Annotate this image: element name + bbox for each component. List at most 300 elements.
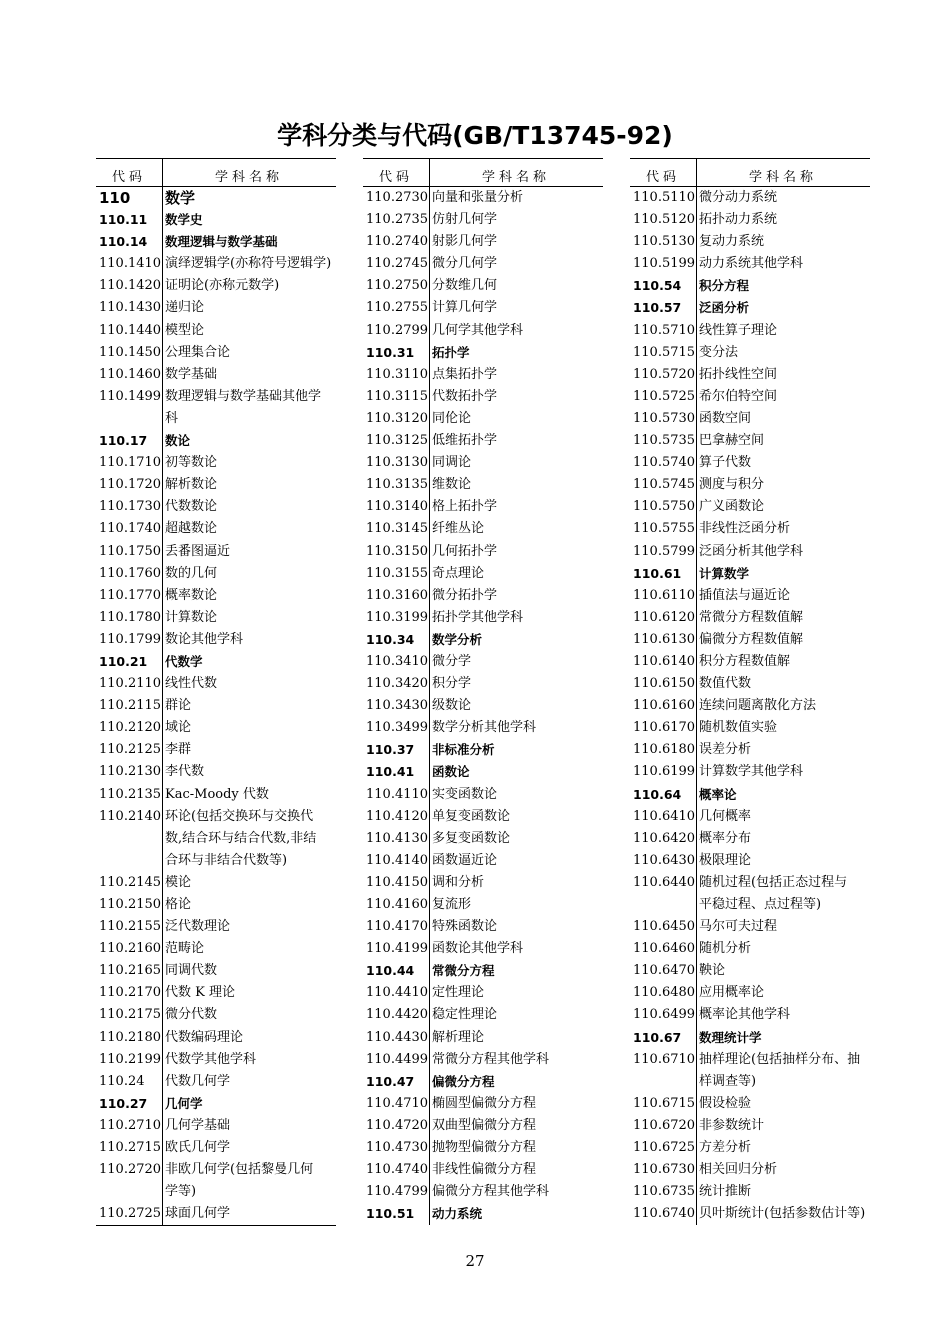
subject-name: 线性代数 <box>165 676 218 692</box>
subject-code: 110 <box>99 189 131 207</box>
subject-name: 非线性偏微分方程 <box>432 1162 537 1178</box>
subject-code: 110.3115 <box>366 388 429 404</box>
table-row <box>363 1137 603 1159</box>
table-row <box>363 1181 603 1203</box>
subject-code <box>96 850 162 872</box>
subject-name: 超越数论 <box>165 521 218 537</box>
table-row <box>96 1159 336 1181</box>
subject-code: 110.1410 <box>99 256 162 272</box>
table-row <box>96 474 336 496</box>
table-row <box>630 474 870 496</box>
table-row <box>363 585 603 607</box>
subject-code: 110.41 <box>366 764 415 780</box>
subject-code: 110.2180 <box>99 1029 162 1045</box>
table-row <box>96 1203 336 1225</box>
table-row <box>96 938 336 960</box>
subject-code: 110.5735 <box>633 433 696 449</box>
table-row <box>630 916 870 938</box>
subject-name: 非线性泛函分析 <box>699 521 791 537</box>
table-row <box>363 938 603 960</box>
subject-name: 模论 <box>165 874 192 890</box>
table-body <box>363 187 603 1225</box>
subject-code: 110.6725 <box>633 1140 696 1156</box>
subject-code: 110.1740 <box>99 521 162 537</box>
table-row <box>363 253 603 275</box>
subject-name: 域论 <box>165 720 192 736</box>
subject-name: 低维拓扑学 <box>432 433 498 449</box>
table-row <box>363 695 603 717</box>
subject-name: 动力系统 <box>432 1206 483 1222</box>
table-column-1 <box>96 158 336 1226</box>
subject-name: 同调论 <box>432 455 472 471</box>
table-row <box>96 761 336 783</box>
table-row <box>630 386 870 408</box>
subject-name: 应用概率论 <box>699 985 765 1001</box>
subject-name: 纤维丛论 <box>432 521 485 537</box>
table-row <box>630 1049 870 1071</box>
subject-name: 球面几何学 <box>165 1206 231 1222</box>
header-name: 学科名称 <box>214 170 283 185</box>
table-row <box>630 1159 870 1181</box>
subject-name: 数值代数 <box>699 676 752 692</box>
table-row <box>630 1115 870 1137</box>
subject-code: 110.1420 <box>99 278 162 294</box>
table-column-2 <box>363 158 603 1225</box>
subject-name: 鞅论 <box>699 963 726 979</box>
subject-code <box>630 1071 696 1093</box>
subject-name: 复流形 <box>432 897 472 912</box>
table-row <box>630 187 870 209</box>
subject-code: 110.3130 <box>366 455 429 471</box>
table-row <box>630 872 870 894</box>
header-code: 代码 <box>378 170 413 185</box>
subject-code: 110.3155 <box>366 565 429 581</box>
table-row <box>363 850 603 872</box>
subject-name: 概率分布 <box>699 830 752 846</box>
subject-name: 贝叶斯统计(包括参数估计等) <box>699 1206 866 1222</box>
subject-name: 计算几何学 <box>432 300 498 316</box>
table-body <box>630 187 870 1225</box>
table-row <box>96 430 336 452</box>
table-row <box>363 297 603 319</box>
subject-name: 同伦论 <box>432 410 472 426</box>
subject-code: 110.21 <box>99 653 148 669</box>
subject-name: 假设检验 <box>699 1095 752 1111</box>
subject-code: 110.2120 <box>99 720 162 736</box>
subject-name: 数学基础 <box>165 366 218 382</box>
table-row <box>363 386 603 408</box>
subject-code: 110.2745 <box>366 256 429 272</box>
subject-name: 希尔伯特空间 <box>699 388 778 404</box>
subject-code: 110.4120 <box>366 808 429 824</box>
subject-name: 数学分析 <box>432 631 483 647</box>
table-row <box>630 1181 870 1203</box>
table-row <box>96 982 336 1004</box>
subject-code: 110.2755 <box>366 300 429 316</box>
subject-name: 抽样理论(包括抽样分布、抽 <box>699 1051 861 1067</box>
subject-code: 110.1730 <box>99 499 162 515</box>
subject-code: 110.3199 <box>366 609 429 625</box>
subject-code <box>96 1181 162 1203</box>
subject-name: 方差分析 <box>699 1140 752 1156</box>
table-row <box>96 518 336 540</box>
subject-name: 函数论 <box>432 764 470 780</box>
table-row <box>363 320 603 342</box>
page-number: 27 <box>465 1252 485 1270</box>
table-row <box>363 982 603 1004</box>
subject-name: 向量和张量分析 <box>432 190 524 205</box>
subject-name: 数理逻辑与数学基础 <box>165 234 278 250</box>
subject-name: 非欧几何学(包括黎曼几何 <box>165 1162 314 1178</box>
subject-code: 110.47 <box>366 1073 415 1089</box>
subject-name: 微分动力系统 <box>699 190 778 205</box>
table-row <box>630 695 870 717</box>
subject-code: 110.6120 <box>633 609 696 625</box>
subject-name: 欧氏几何学 <box>165 1140 231 1156</box>
subject-code: 110.3120 <box>366 410 429 426</box>
table-row <box>96 850 336 872</box>
table-row <box>630 408 870 430</box>
table-row <box>363 629 603 651</box>
subject-name: 积分方程 <box>699 278 750 294</box>
table-body <box>96 187 336 1226</box>
table-row <box>96 364 336 386</box>
subject-code <box>630 894 696 916</box>
subject-name: 计算数学 <box>699 565 750 581</box>
subject-name: 偏微分方程数值解 <box>699 631 804 647</box>
subject-name: 初等数论 <box>165 455 218 471</box>
subject-name: 数理统计学 <box>699 1029 762 1045</box>
subject-name: 范畴论 <box>165 941 205 957</box>
subject-code: 110.6480 <box>633 985 696 1001</box>
subject-code: 110.6110 <box>633 587 696 603</box>
table-row <box>96 342 336 364</box>
subject-code: 110.4160 <box>366 897 429 912</box>
subject-code: 110.1499 <box>99 388 162 404</box>
table-row <box>363 541 603 563</box>
subject-code: 110.1799 <box>99 631 162 647</box>
subject-code: 110.2720 <box>99 1162 162 1178</box>
subject-name: 函数逼近论 <box>432 852 498 868</box>
subject-code: 110.4199 <box>366 941 429 957</box>
subject-code: 110.5799 <box>633 543 696 559</box>
subject-code: 110.3430 <box>366 698 429 714</box>
table-row <box>363 209 603 231</box>
table-row <box>630 717 870 739</box>
table-row <box>630 629 870 651</box>
subject-name: 递归论 <box>165 300 205 316</box>
table-row <box>96 695 336 717</box>
subject-name: 泛函分析其他学科 <box>699 543 804 559</box>
subject-code: 110.54 <box>633 278 682 294</box>
subject-code: 110.24 <box>99 1073 145 1089</box>
subject-code: 110.4430 <box>366 1029 429 1045</box>
header-code: 代码 <box>111 170 146 185</box>
subject-code: 110.6710 <box>633 1051 696 1067</box>
subject-code: 110.1770 <box>99 587 162 603</box>
table-header <box>630 158 870 187</box>
subject-code: 110.4130 <box>366 830 429 846</box>
subject-code: 110.2175 <box>99 1007 162 1023</box>
subject-code: 110.6460 <box>633 941 696 957</box>
subject-name: 丢番图逼近 <box>165 543 231 559</box>
subject-code: 110.4150 <box>366 874 429 890</box>
table-row <box>363 231 603 253</box>
subject-code: 110.5740 <box>633 455 696 471</box>
subject-code: 110.4799 <box>366 1184 429 1200</box>
table-row <box>630 320 870 342</box>
table-row <box>363 563 603 585</box>
table-row <box>96 784 336 806</box>
subject-code: 110.5110 <box>633 190 696 205</box>
table-row <box>363 518 603 540</box>
subject-name: 随机数值实验 <box>699 720 778 736</box>
subject-name: 误差分析 <box>699 742 752 758</box>
subject-code: 110.2170 <box>99 985 162 1001</box>
subject-code: 110.5715 <box>633 344 696 360</box>
table-row <box>363 364 603 386</box>
subject-code: 110.1430 <box>99 300 162 316</box>
subject-code: 110.2730 <box>366 190 429 205</box>
table-row <box>363 408 603 430</box>
subject-name: 拓扑学其他学科 <box>432 609 524 625</box>
subject-code: 110.6720 <box>633 1117 696 1133</box>
subject-name: 泛代数理论 <box>165 919 231 935</box>
subject-code: 110.6450 <box>633 919 696 935</box>
subject-name: 椭圆型偏微分方程 <box>432 1095 537 1111</box>
subject-name: 代数 K 理论 <box>165 985 235 1001</box>
table-row <box>96 1071 336 1093</box>
subject-name: 代数编码理论 <box>165 1029 244 1045</box>
subject-code <box>96 828 162 850</box>
subject-code: 110.2130 <box>99 764 162 780</box>
table-row <box>630 452 870 474</box>
subject-code: 110.1460 <box>99 366 162 382</box>
subject-code: 110.6499 <box>633 1007 696 1023</box>
table-row <box>363 1071 603 1093</box>
subject-name: 格上拓扑学 <box>432 499 498 515</box>
table-row <box>630 541 870 563</box>
subject-code: 110.61 <box>633 565 682 581</box>
subject-name: 环论(包括交换环与交换代 <box>165 808 314 824</box>
table-row <box>96 916 336 938</box>
table-row <box>96 1181 336 1203</box>
subject-name: 抛物型偏微分方程 <box>432 1140 537 1156</box>
subject-code: 110.5730 <box>633 410 696 426</box>
subject-name: 随机分析 <box>699 941 752 957</box>
subject-name: 数的几何 <box>165 565 218 581</box>
subject-name: 数,结合环与结合代数,非结 <box>165 830 317 846</box>
subject-code: 110.2125 <box>99 742 162 758</box>
subject-name: 变分法 <box>699 344 739 360</box>
table-row <box>363 1027 603 1049</box>
table-row <box>363 673 603 695</box>
subject-name: 奇点理论 <box>432 565 485 581</box>
subject-name: 拓扑动力系统 <box>699 212 778 228</box>
subject-name: 极限理论 <box>699 852 752 868</box>
subject-code: 110.5720 <box>633 366 696 382</box>
subject-name: 证明论(亦称元数学) <box>165 278 280 294</box>
table-row <box>630 253 870 275</box>
subject-code: 110.4170 <box>366 919 429 935</box>
subject-code: 110.1750 <box>99 543 162 559</box>
subject-code: 110.57 <box>633 300 682 316</box>
table-row <box>363 187 603 209</box>
subject-name: 实变函数论 <box>432 786 498 802</box>
subject-code: 110.2199 <box>99 1051 162 1067</box>
table-row <box>363 275 603 297</box>
table-row <box>96 563 336 585</box>
subject-name: 级数论 <box>432 698 472 714</box>
table-row <box>363 1203 603 1225</box>
subject-name: 积分学 <box>432 676 472 692</box>
subject-code: 110.6130 <box>633 631 696 647</box>
subject-name: 拓扑线性空间 <box>699 366 778 382</box>
table-row <box>96 828 336 850</box>
subject-code: 110.11 <box>99 212 148 228</box>
table-row <box>363 496 603 518</box>
table-row <box>96 1027 336 1049</box>
subject-code: 110.5745 <box>633 477 696 493</box>
table-row <box>630 342 870 364</box>
column-divider <box>429 159 430 1225</box>
subject-name: 模型论 <box>165 322 205 338</box>
subject-code: 110.1710 <box>99 455 162 471</box>
subject-code: 110.2740 <box>366 234 429 250</box>
table-header <box>363 158 603 187</box>
subject-name: 统计推断 <box>699 1184 752 1200</box>
table-row <box>96 717 336 739</box>
table-row <box>630 938 870 960</box>
subject-code: 110.1450 <box>99 344 162 360</box>
table-row <box>630 894 870 916</box>
subject-code: 110.1440 <box>99 322 162 338</box>
subject-name: 解析数论 <box>165 477 218 493</box>
subject-name: 群论 <box>165 698 192 714</box>
table-column-3 <box>630 158 870 1225</box>
subject-code: 110.6410 <box>633 808 696 824</box>
table-row <box>630 1137 870 1159</box>
subject-name: 复动力系统 <box>699 234 765 250</box>
subject-code: 110.2140 <box>99 808 162 824</box>
subject-name: 单复变函数论 <box>432 808 511 824</box>
subject-code: 110.51 <box>366 1206 415 1222</box>
subject-name: 代数几何学 <box>165 1073 231 1089</box>
table-row <box>96 960 336 982</box>
subject-name: 积分方程数值解 <box>699 653 791 669</box>
table-row <box>363 806 603 828</box>
subject-code: 110.5750 <box>633 499 696 515</box>
subject-name: 多复变函数论 <box>432 830 511 846</box>
subject-name: 数理逻辑与数学基础其他学 <box>165 388 322 404</box>
table-row <box>96 320 336 342</box>
subject-name: 非参数统计 <box>699 1117 765 1133</box>
subject-name: 函数论其他学科 <box>432 941 524 957</box>
table-row <box>630 297 870 319</box>
table-row <box>96 187 336 209</box>
subject-name: 解析理论 <box>432 1029 485 1045</box>
table-row <box>96 1093 336 1115</box>
subject-name: 几何学 <box>165 1095 203 1111</box>
subject-code: 110.2725 <box>99 1206 162 1222</box>
table-row <box>96 1049 336 1071</box>
header-name: 学科名称 <box>481 170 550 185</box>
subject-code: 110.67 <box>633 1029 682 1045</box>
subject-name: 函数空间 <box>699 410 752 426</box>
subject-code: 110.14 <box>99 234 148 250</box>
subject-name: 测度与积分 <box>699 477 765 493</box>
subject-code: 110.3160 <box>366 587 429 603</box>
subject-code: 110.4499 <box>366 1051 429 1067</box>
table-row <box>630 1027 870 1049</box>
table-row <box>363 828 603 850</box>
subject-code: 110.1780 <box>99 609 162 625</box>
subject-code: 110.3135 <box>366 477 429 493</box>
table-row <box>96 651 336 673</box>
subject-code: 110.6160 <box>633 698 696 714</box>
subject-name: 李群 <box>165 742 192 758</box>
subject-name: Kac-Moody 代数 <box>165 786 269 802</box>
table-row <box>630 209 870 231</box>
subject-code: 110.6170 <box>633 720 696 736</box>
subject-name: 几何学基础 <box>165 1117 231 1133</box>
subject-code: 110.4410 <box>366 985 429 1001</box>
subject-code: 110.5199 <box>633 256 696 272</box>
table-row <box>96 452 336 474</box>
subject-name: 微分几何学 <box>432 256 498 272</box>
table-row <box>630 1071 870 1093</box>
subject-name: 常微分方程 <box>432 963 495 979</box>
table-row <box>96 408 336 430</box>
table-row <box>630 1203 870 1225</box>
subject-name: 稳定性理论 <box>432 1007 498 1023</box>
subject-name: 随机过程(包括正态过程与 <box>699 874 848 890</box>
subject-code: 110.2135 <box>99 786 162 802</box>
subject-name: 线性算子理论 <box>699 322 778 338</box>
subject-code: 110.6730 <box>633 1162 696 1178</box>
table-row <box>630 982 870 1004</box>
table-row <box>363 739 603 761</box>
table-row <box>363 1093 603 1115</box>
table-row <box>96 585 336 607</box>
table-header <box>96 158 336 187</box>
subject-name: 维数论 <box>432 477 472 493</box>
table-row <box>363 452 603 474</box>
subject-name: 算子代数 <box>699 455 752 471</box>
table-row <box>630 850 870 872</box>
table-row <box>96 231 336 253</box>
table-row <box>363 894 603 916</box>
subject-code: 110.2735 <box>366 212 429 228</box>
subject-code: 110.4740 <box>366 1162 429 1178</box>
table-row <box>630 761 870 783</box>
subject-code: 110.2165 <box>99 963 162 979</box>
table-row <box>630 585 870 607</box>
table-row <box>630 806 870 828</box>
subject-name: 李代数 <box>165 764 205 780</box>
table-row <box>630 1004 870 1026</box>
subject-name: 马尔可夫过程 <box>699 919 778 935</box>
subject-name: 相关回归分析 <box>699 1162 778 1178</box>
subject-name: 微分代数 <box>165 1007 218 1023</box>
table-row <box>96 541 336 563</box>
subject-name: 插值法与逼近论 <box>699 587 791 603</box>
subject-name: 特殊函数论 <box>432 919 498 935</box>
table-row <box>630 651 870 673</box>
subject-name: 概率数论 <box>165 587 218 603</box>
table-row <box>96 673 336 695</box>
subject-name: 射影几何学 <box>432 234 498 250</box>
